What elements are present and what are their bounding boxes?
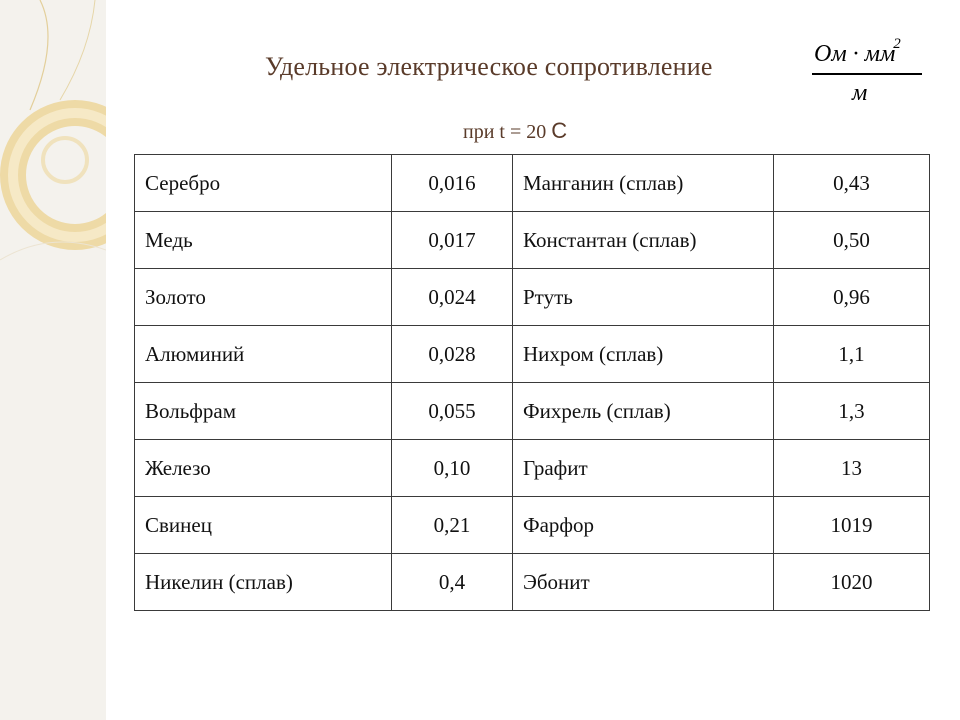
temperature-condition bbox=[463, 118, 567, 144]
table-row bbox=[135, 554, 930, 611]
resistivity-value-cell: 13 bbox=[774, 440, 930, 497]
material-name-cell: Алюминий bbox=[135, 326, 392, 383]
resistivity-value-cell: 0,055 bbox=[392, 383, 513, 440]
resistivity-table-body bbox=[135, 155, 930, 611]
formula-numerator bbox=[814, 36, 903, 68]
material-name-cell: Константан (сплав) bbox=[513, 212, 774, 269]
material-name-cell: Эбонит bbox=[513, 554, 774, 611]
material-name-cell: Вольфрам bbox=[135, 383, 392, 440]
material-name-cell: Свинец bbox=[135, 497, 392, 554]
material-name-cell: Ртуть bbox=[513, 269, 774, 326]
table-row bbox=[135, 440, 930, 497]
fraction-line bbox=[812, 73, 922, 75]
material-name-cell: Фарфор bbox=[513, 497, 774, 554]
material-name-cell: Железо bbox=[135, 440, 392, 497]
page-title: Удельное электрическое сопротивление bbox=[265, 52, 713, 81]
resistivity-value-cell: 0,50 bbox=[774, 212, 930, 269]
table-row bbox=[135, 155, 930, 212]
table-row bbox=[135, 269, 930, 326]
resistivity-value-cell: 0,024 bbox=[392, 269, 513, 326]
formula-denominator: м bbox=[852, 80, 868, 106]
material-name-cell: Нихром (сплав) bbox=[513, 326, 774, 383]
material-name-cell: Манганин (сплав) bbox=[513, 155, 774, 212]
decorative-side-band bbox=[0, 0, 106, 720]
decorative-rings-graphic bbox=[0, 0, 106, 720]
resistivity-value-cell: 0,028 bbox=[392, 326, 513, 383]
temperature-condition-text: при t = 20 bbox=[463, 121, 547, 143]
material-name-cell: Фихрель (сплав) bbox=[513, 383, 774, 440]
table-row bbox=[135, 326, 930, 383]
resistivity-value-cell: 0,016 bbox=[392, 155, 513, 212]
resistivity-value-cell: 1019 bbox=[774, 497, 930, 554]
resistivity-table bbox=[134, 154, 930, 611]
resistivity-value-cell: 0,017 bbox=[392, 212, 513, 269]
resistivity-value-cell: 0,96 bbox=[774, 269, 930, 326]
resistivity-value-cell: 1,1 bbox=[774, 326, 930, 383]
table-row bbox=[135, 383, 930, 440]
material-name-cell: Золото bbox=[135, 269, 392, 326]
resistivity-value-cell: 0,21 bbox=[392, 497, 513, 554]
resistivity-value-cell: 0,10 bbox=[392, 440, 513, 497]
material-name-cell: Серебро bbox=[135, 155, 392, 212]
formula-exponent: 2 bbox=[893, 36, 901, 52]
material-name-cell: Никелин (сплав) bbox=[135, 554, 392, 611]
resistivity-value-cell: 1,3 bbox=[774, 383, 930, 440]
material-name-cell: Графит bbox=[513, 440, 774, 497]
resistivity-value-cell: 0,4 bbox=[392, 554, 513, 611]
unit-formula bbox=[808, 30, 922, 110]
material-name-cell: Медь bbox=[135, 212, 392, 269]
resistivity-value-cell: 0,43 bbox=[774, 155, 930, 212]
table-row bbox=[135, 497, 930, 554]
table-row bbox=[135, 212, 930, 269]
temperature-unit: С bbox=[551, 118, 568, 143]
formula-numerator-text: Ом · мм bbox=[814, 41, 896, 67]
resistivity-value-cell: 1020 bbox=[774, 554, 930, 611]
